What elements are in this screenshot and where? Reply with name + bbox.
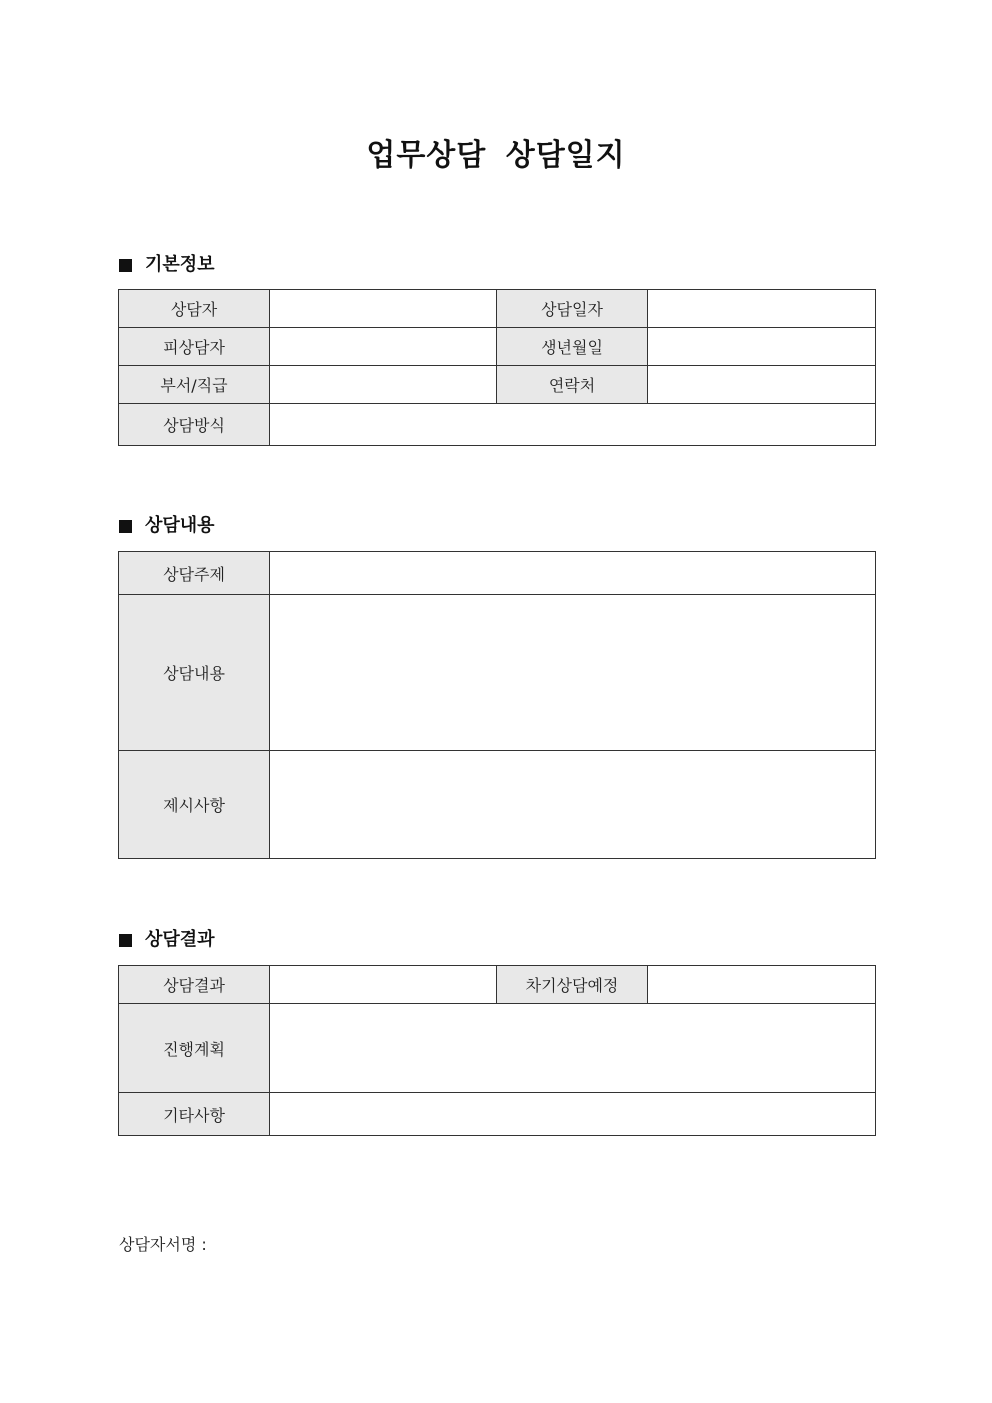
table-row bbox=[119, 595, 876, 751]
section-heading-label: 상담내용 bbox=[145, 515, 215, 536]
contact-field[interactable] bbox=[648, 366, 876, 404]
consult-topic-field[interactable] bbox=[270, 552, 876, 595]
counselor-field[interactable] bbox=[270, 290, 497, 328]
square-bullet-icon bbox=[119, 934, 132, 947]
consult-result-label: 상담결과 bbox=[119, 966, 270, 1004]
consult-date-label: 상담일자 bbox=[497, 290, 648, 328]
table-row bbox=[119, 404, 876, 446]
suggestion-field[interactable] bbox=[270, 751, 876, 859]
consult-content-field[interactable] bbox=[270, 595, 876, 751]
next-consult-label: 차기상담예정 bbox=[497, 966, 648, 1004]
table-row bbox=[119, 328, 876, 366]
table-row bbox=[119, 552, 876, 595]
next-consult-field[interactable] bbox=[648, 966, 876, 1004]
table-row bbox=[119, 1093, 876, 1136]
signature-label: 상담자서명 : bbox=[119, 1235, 207, 1254]
consult-topic-label: 상담주제 bbox=[119, 552, 270, 595]
table-row bbox=[119, 751, 876, 859]
client-field[interactable] bbox=[270, 328, 497, 366]
consult-method-label: 상담방식 bbox=[119, 404, 270, 446]
section-heading-label: 기본정보 bbox=[145, 254, 215, 275]
table-row bbox=[119, 366, 876, 404]
counselor-label: 상담자 bbox=[119, 290, 270, 328]
consult-content-table bbox=[118, 551, 876, 859]
other-notes-label: 기타사항 bbox=[119, 1093, 270, 1136]
birth-date-field[interactable] bbox=[648, 328, 876, 366]
square-bullet-icon bbox=[119, 520, 132, 533]
square-bullet-icon bbox=[119, 259, 132, 272]
department-label: 부서/직급 bbox=[119, 366, 270, 404]
table-row bbox=[119, 966, 876, 1004]
consult-date-field[interactable] bbox=[648, 290, 876, 328]
consult-result-field[interactable] bbox=[270, 966, 497, 1004]
basic-info-table bbox=[118, 289, 876, 446]
consult-content-label: 상담내용 bbox=[119, 595, 270, 751]
contact-label: 연락처 bbox=[497, 366, 648, 404]
section-heading-label: 상담결과 bbox=[145, 929, 215, 950]
section-heading-consult-result bbox=[119, 928, 215, 952]
section-heading-consult-content bbox=[119, 514, 215, 538]
progress-plan-label: 진행계획 bbox=[119, 1004, 270, 1093]
consult-method-field[interactable] bbox=[270, 404, 876, 446]
department-field[interactable] bbox=[270, 366, 497, 404]
client-label: 피상담자 bbox=[119, 328, 270, 366]
section-heading-basic-info bbox=[119, 253, 215, 277]
table-row bbox=[119, 290, 876, 328]
consult-result-table bbox=[118, 965, 876, 1136]
other-notes-field[interactable] bbox=[270, 1093, 876, 1136]
suggestion-label: 제시사항 bbox=[119, 751, 270, 859]
birth-date-label: 생년월일 bbox=[497, 328, 648, 366]
progress-plan-field[interactable] bbox=[270, 1004, 876, 1093]
table-row bbox=[119, 1004, 876, 1093]
document-title: 업무상담 상담일지 bbox=[366, 138, 626, 173]
